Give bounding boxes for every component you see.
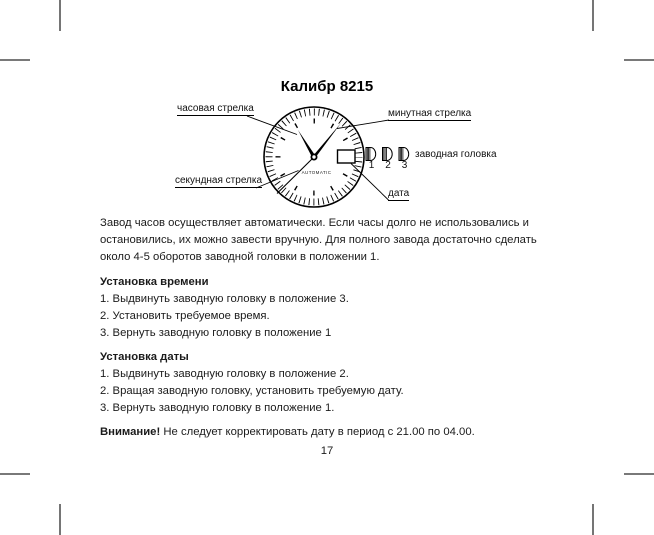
time-setting-step: 3. Вернуть заводную головку в положение 1: [100, 327, 332, 339]
date-setting-heading: Установка даты: [100, 351, 189, 363]
date-setting-section: [100, 349, 404, 417]
crown-position-3-number: 3: [401, 160, 408, 171]
warning-text: Не следует корректировать дату в период с 21.00 по 04.00.: [160, 426, 475, 438]
time-setting-step: 1. Выдвинуть заводную головку в положение 3.: [100, 293, 349, 305]
time-setting-heading: Установка времени: [100, 276, 209, 288]
second-hand-label: секундная стрелка: [175, 175, 263, 186]
crown-label: заводная головка: [415, 149, 497, 160]
time-setting-step: 2. Установить требуемое время.: [100, 310, 270, 322]
dial-automatic-text: AUTOMATIC: [301, 170, 332, 175]
crown-position-1-icon: [366, 148, 376, 161]
intro-paragraph: [100, 215, 537, 266]
page-number: 17: [320, 445, 334, 457]
date-setting-step: 1. Выдвинуть заводную головку в положение 2.: [100, 368, 349, 380]
minute-hand-label: минутная стрелка: [388, 108, 472, 119]
date-setting-step: 3. Вернуть заводную головку в положение 1.: [100, 402, 335, 414]
crown-position-3-icon: [399, 148, 409, 161]
center-pinion: [311, 154, 316, 159]
crown-position-1-number: 1: [368, 160, 375, 171]
date-setting-step: 2. Вращая заводную головку, установить требуемую дату.: [100, 385, 404, 397]
date-window: [338, 150, 356, 163]
crown-position-2-icon: [383, 148, 393, 161]
date-label: дата: [388, 188, 410, 199]
intro-line: Завод часов осуществляет автоматически. Если часы долго не использовались и: [100, 217, 529, 229]
intro-line: около 4-5 оборотов заводной головки в положении 1.: [100, 251, 380, 263]
time-setting-section: [100, 274, 349, 342]
intro-line: остановились, их можно завести вручную. Для полного завода достаточно сделать: [100, 234, 537, 246]
warning-label: Внимание!: [100, 426, 161, 438]
page-title: Калибр 8215: [280, 78, 374, 95]
hour-hand-label: часовая стрелка: [177, 103, 254, 114]
crown-position-2-number: 2: [385, 160, 391, 171]
warning-line: [100, 424, 475, 441]
